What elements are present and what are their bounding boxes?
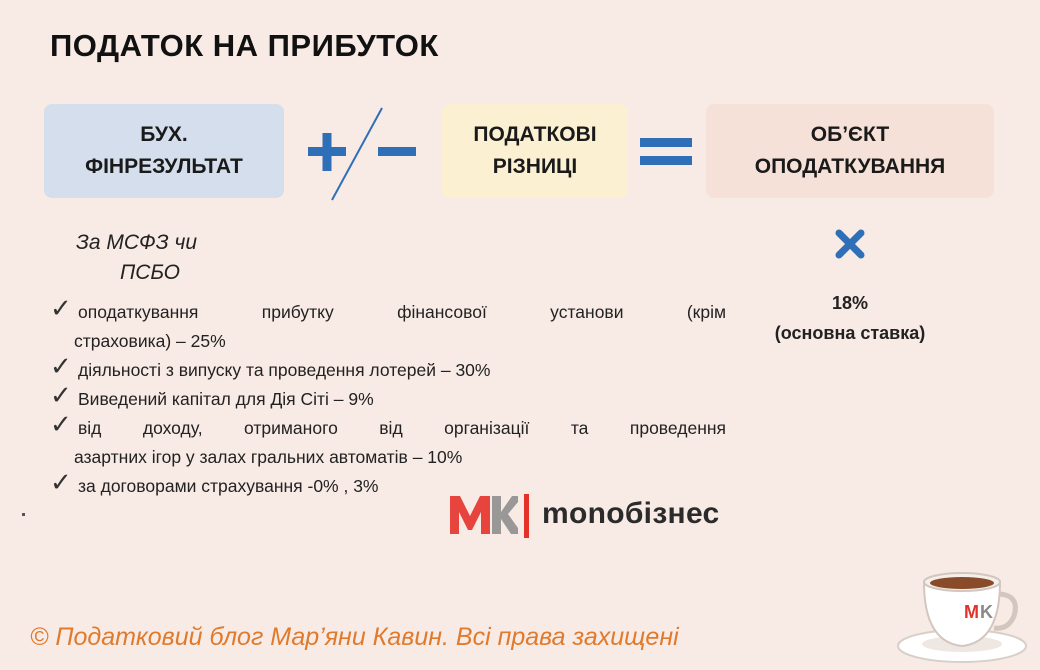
accounting-basis-line2: ПСБО	[120, 261, 180, 284]
equals-icon	[638, 134, 694, 170]
accounting-result-box	[44, 104, 284, 198]
checkmark-icon: ✓	[50, 409, 72, 439]
tax-differences-box	[442, 104, 628, 198]
page-title: ПОДАТОК НА ПРИБУТОК	[50, 28, 439, 63]
checkmark-icon: ✓	[50, 380, 72, 410]
stray-dot	[22, 513, 25, 516]
accounting-result-line1: БУХ.	[140, 123, 188, 146]
tax-differences-line2: РІЗНИЦІ	[492, 155, 578, 178]
list-item	[50, 380, 726, 414]
logo-divider	[524, 494, 529, 538]
svg-text:K: K	[980, 602, 993, 622]
accounting-basis	[76, 228, 197, 288]
list-item-text: діяльності з випуску та проведення лотерей – 30%	[78, 360, 491, 380]
checkmark-icon: ✓	[50, 293, 72, 323]
plus-minus-icon	[300, 100, 430, 204]
tax-object-line1: ОБ’ЄКТ	[810, 123, 890, 146]
checkmark-icon: ✓	[50, 351, 72, 381]
mk-logo-icon	[448, 492, 518, 536]
coffee-cup-icon	[892, 566, 1032, 666]
list-item-continuation: страховика) – 25%	[74, 331, 226, 351]
tax-object-line2: ОПОДАТКУВАННЯ	[754, 155, 946, 178]
svg-text:M: M	[964, 602, 979, 622]
accounting-basis-line1: За МСФЗ чи	[76, 231, 198, 254]
checkmark-icon: ✓	[50, 467, 72, 497]
list-item-text: оподаткування прибутку фінансової установи (крім	[78, 302, 726, 322]
list-item	[50, 293, 726, 356]
base-rate	[750, 288, 950, 348]
tax-object-box	[706, 104, 994, 198]
brand-name: monoбізнес	[542, 497, 720, 530]
list-item-text: Виведений капітал для Дія Сіті – 9%	[78, 389, 374, 409]
list-item	[50, 409, 726, 472]
list-item-text: за договорами страхування -0% , 3%	[78, 476, 379, 496]
multiply-icon	[834, 228, 866, 260]
accounting-result-line2: ФІНРЕЗУЛЬТАТ	[85, 155, 243, 178]
base-rate-value: 18%	[831, 293, 869, 313]
tax-differences-line1: ПОДАТКОВІ	[473, 123, 597, 146]
special-rates-list	[50, 293, 726, 501]
copyright-footer: © Податковий блог Мар’яни Кавин. Всі права захищені	[30, 623, 679, 651]
list-item-continuation: азартних ігор у залах гральних автоматів – 10%	[74, 447, 463, 467]
list-item	[50, 351, 726, 385]
list-item-text: від доходу, отриманого від організації та проведення	[78, 418, 726, 438]
base-rate-label: (основна ставка)	[774, 323, 926, 343]
